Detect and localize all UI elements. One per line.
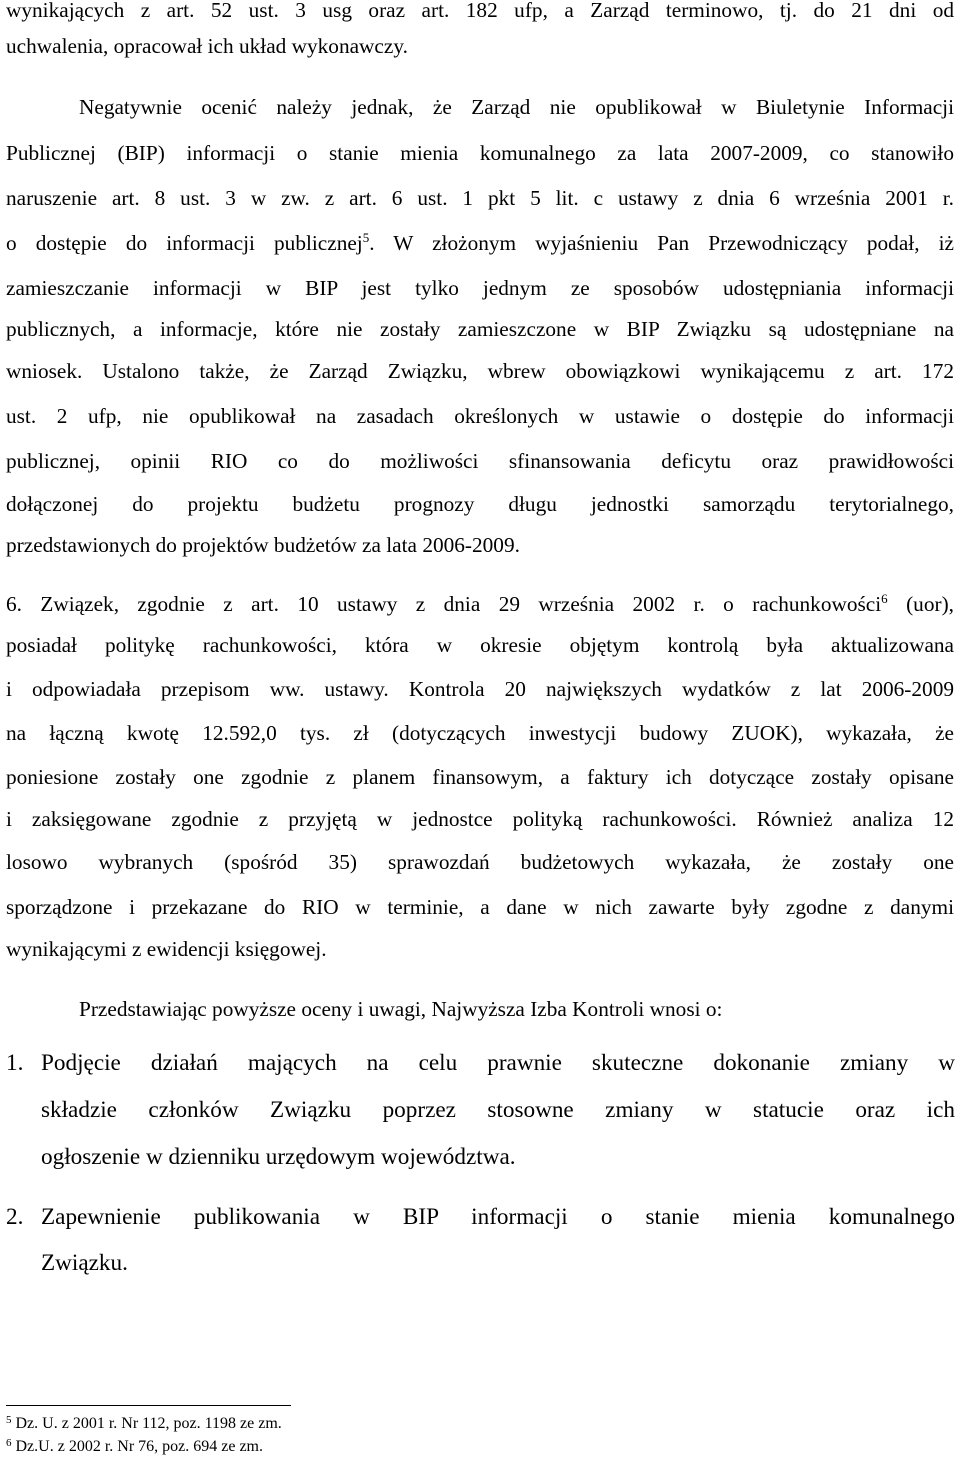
footnote-separator bbox=[6, 1405, 291, 1406]
footnote-mark: 5 bbox=[6, 1414, 12, 1426]
body-line: na łączną kwotę 12.592,0 tys. zł (dotyczących inwestycji budowy ZUOK), wykazała, że bbox=[6, 721, 954, 745]
footnote-reference: 6 bbox=[881, 591, 888, 606]
body-line: poniesione zostały one zgodnie z planem finansowym, a faktury ich dotyczące zostały opisane bbox=[6, 765, 954, 789]
body-line: dołączonej do projektu budżetu prognozy długu jednostki samorządu terytorialnego, bbox=[6, 492, 954, 516]
body-line: posiadał politykę rachunkowości, która w okresie objętym kontrolą była aktualizowana bbox=[6, 633, 954, 657]
body-line: zamieszczanie informacji w BIP jest tylko jednym ze sposobów udostępniania informacji bbox=[6, 276, 954, 300]
conclusion-intro: Przedstawiając powyższe oceny i uwagi, Najwyższa Izba Kontroli wnosi o: bbox=[79, 997, 723, 1021]
body-line: wniosek. Ustalono także, że Zarząd Związku, wbrew obowiązkowi wynikającemu z art. 172 bbox=[6, 359, 954, 383]
body-text: (uor), bbox=[887, 592, 954, 616]
body-line: publicznych, a informacje, które nie zostały zamieszczone w BIP Związku są udostępniane na bbox=[6, 317, 954, 341]
footnote bbox=[6, 1414, 282, 1434]
body-line: przedstawionych do projektów budżetów za lata 2006-2009. bbox=[6, 533, 520, 557]
body-line: wynikających z art. 52 ust. 3 usg oraz art. 182 ufp, a Zarząd terminowo, tj. do 21 dni od bbox=[6, 0, 954, 22]
recommendation-line: Podjęcie działań mających na celu prawnie skuteczne dokonanie zmiany w bbox=[41, 1050, 955, 1076]
body-line: sporządzone i przekazane do RIO w terminie, a dane w nich zawarte były zgodne z danymi bbox=[6, 895, 954, 919]
recommendation-line: składzie członków Związku poprzez stosowne zmiany w statucie oraz ich bbox=[41, 1097, 955, 1123]
recommendation-number: 1. bbox=[6, 1050, 24, 1076]
footnote-text: Dz.U. z 2002 r. Nr 76, poz. 694 ze zm. bbox=[11, 1438, 263, 1455]
footnote-mark: 6 bbox=[6, 1437, 12, 1449]
body-text: o dostępie do informacji publicznej bbox=[6, 231, 363, 255]
body-line: Publicznej (BIP) informacji o stanie mienia komunalnego za lata 2007-2009, co stanowiło bbox=[6, 141, 954, 165]
recommendation-line: Związku. bbox=[41, 1250, 128, 1276]
footnote-reference: 5 bbox=[362, 230, 370, 245]
footnote bbox=[6, 1437, 263, 1457]
body-line: publicznej, opinii RIO co do możliwości sfinansowania deficytu oraz prawidłowości bbox=[6, 449, 954, 473]
body-line: ust. 2 ufp, nie opublikował na zasadach określonych w ustawie o dostępie do informacji bbox=[6, 404, 954, 428]
recommendation-line: ogłoszenie w dzienniku urzędowym województwa. bbox=[41, 1144, 516, 1170]
body-line: Negatywnie ocenić należy jednak, że Zarząd nie opublikował w Biuletynie Informacji bbox=[79, 95, 954, 119]
recommendation-number: 2. bbox=[6, 1204, 24, 1230]
body-line: i odpowiadała przepisom ww. ustawy. Kontrola 20 największych wydatków z lat 2006-2009 bbox=[6, 677, 954, 701]
body-text: 6. Związek, zgodnie z art. 10 ustawy z dnia 29 września 2002 r. o rachunkowości bbox=[6, 592, 882, 616]
body-line: losowo wybranych (spośród 35) sprawozdań budżetowych wykazała, że zostały one bbox=[6, 850, 954, 874]
body-line bbox=[6, 229, 954, 257]
footnote-text: Dz. U. z 2001 r. Nr 112, poz. 1198 ze zm. bbox=[11, 1415, 282, 1432]
body-line: wynikającymi z ewidencji księgowej. bbox=[6, 937, 327, 961]
body-line bbox=[6, 590, 954, 618]
recommendation-line: Zapewnienie publikowania w BIP informacji o stanie mienia komunalnego bbox=[41, 1204, 955, 1230]
body-line: uchwalenia, opracował ich układ wykonawczy. bbox=[6, 34, 408, 58]
body-text: . W złożonym wyjaśnieniu Pan Przewodniczący podał, iż bbox=[369, 231, 954, 255]
body-line: i zaksięgowane zgodnie z przyjętą w jednostce polityką rachunkowości. Również analiza 12 bbox=[6, 807, 954, 831]
body-line: naruszenie art. 8 ust. 3 w zw. z art. 6 ust. 1 pkt 5 lit. c ustawy z dnia 6 września 2001 r. bbox=[6, 186, 954, 210]
